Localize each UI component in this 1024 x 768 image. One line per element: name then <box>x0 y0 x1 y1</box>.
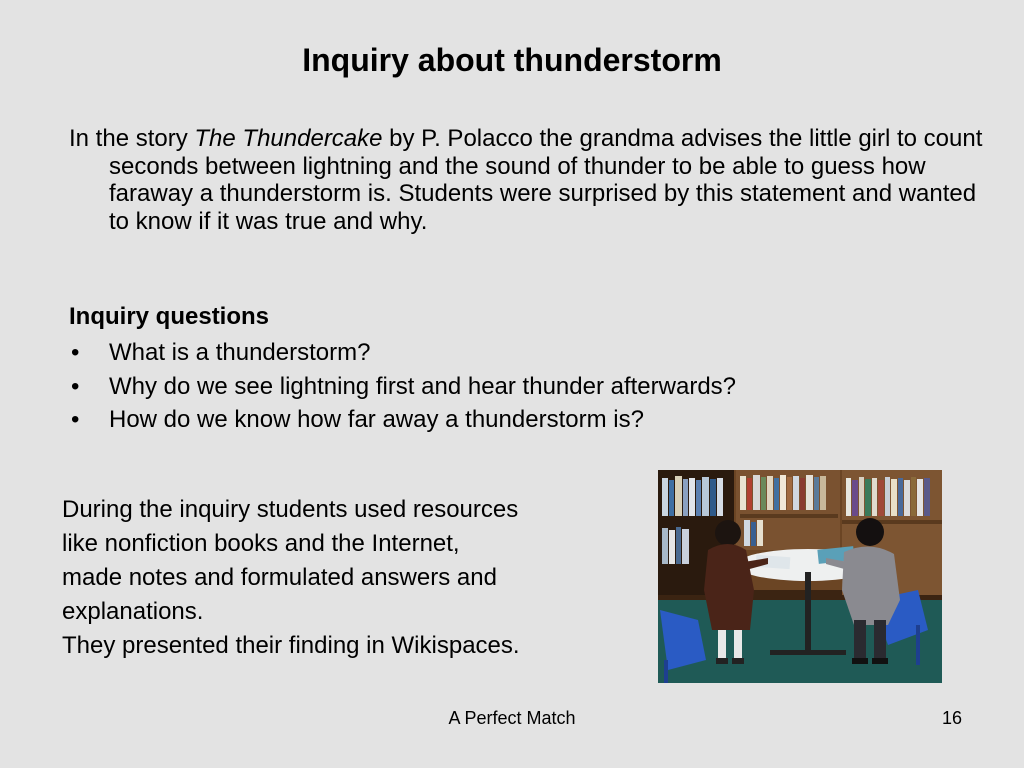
question-text: How do we know how far away a thunderstorm is? <box>109 406 644 433</box>
questions-list <box>69 336 969 437</box>
bullet: • <box>71 406 80 433</box>
resources-paragraph <box>62 493 632 663</box>
book-title: The Thundercake <box>194 125 383 152</box>
classroom-photo <box>658 470 942 683</box>
intro-paragraph <box>69 125 999 235</box>
intro-prefix: In the story <box>69 125 195 152</box>
question-item <box>69 403 969 437</box>
classroom-photo-illustration <box>658 470 942 683</box>
resources-line: made notes and formulated answers and <box>62 564 497 591</box>
question-text: Why do we see lightning first and hear thunder afterwards? <box>109 372 737 400</box>
question-text: What is a thunderstorm? <box>109 339 371 366</box>
page-number: 16 <box>941 708 962 728</box>
bullet: • <box>71 339 80 366</box>
resources-line: like nonfiction books and the Internet, <box>62 530 460 557</box>
bullet: • <box>71 372 80 400</box>
question-item <box>69 370 969 404</box>
questions-heading: Inquiry questions <box>69 303 270 330</box>
slide-title: Inquiry about thunderstorm <box>302 42 722 78</box>
resources-line: explanations. <box>62 598 204 625</box>
resources-line: They presented their finding in Wikispaces. <box>62 632 520 659</box>
footer-title: A Perfect Match <box>448 708 576 728</box>
intro-suffix: by P. Polacco the grandma advises the little girl to count seconds between lightning and the sound of thunder to be able to guess how faraway a thunderstorm is. Students were surprised by this statement and wanted to know if it was true and why. <box>109 125 983 235</box>
resources-line: During the inquiry students used resources <box>62 496 519 523</box>
question-item <box>69 336 969 370</box>
